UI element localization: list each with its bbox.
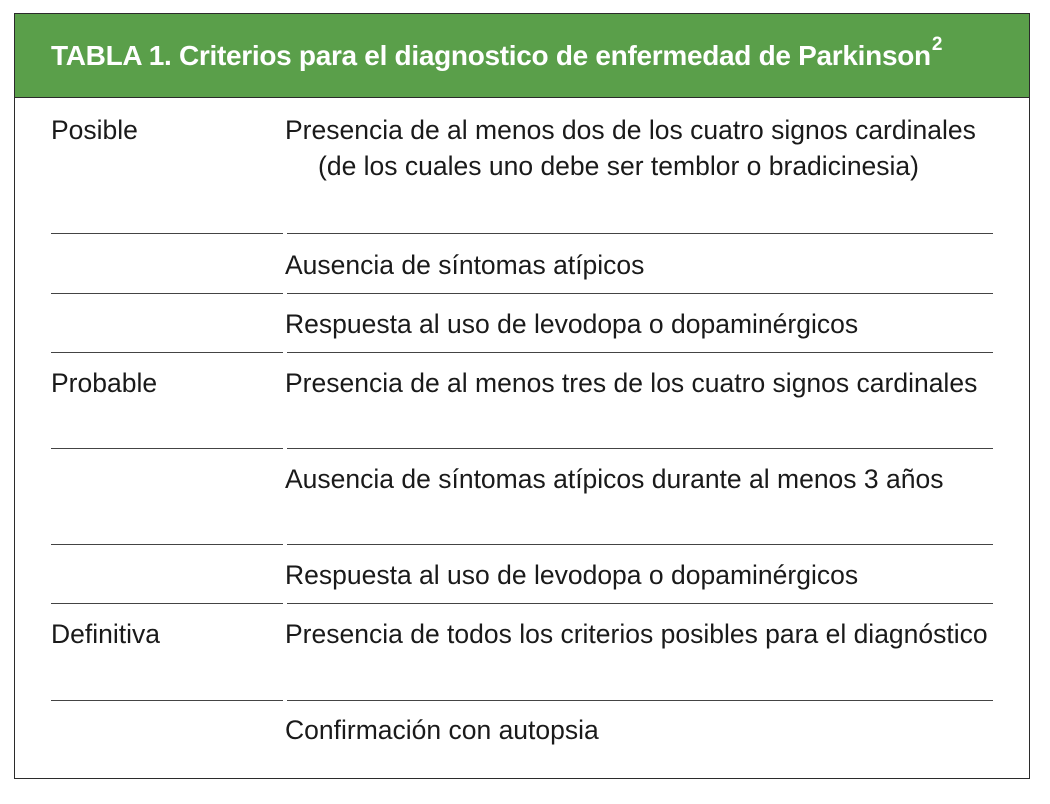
row-divider (287, 700, 993, 701)
row-divider (51, 233, 283, 234)
table-row (15, 616, 1029, 652)
criteria-table (14, 13, 1030, 779)
row-text: Presencia de al menos tres de los cuatro signos cardinales (285, 368, 978, 398)
table-row (15, 247, 1029, 283)
row-divider (287, 233, 993, 234)
row-divider (51, 293, 283, 294)
table-row (15, 557, 1029, 593)
row-label (15, 306, 285, 342)
row-label: Probable (51, 368, 158, 398)
row-label (15, 461, 285, 497)
row-label: Posible (51, 115, 138, 145)
row-label (15, 247, 285, 283)
row-label: Definitiva (51, 619, 160, 649)
table-row (15, 712, 1029, 748)
row-divider (287, 603, 993, 604)
table-row (15, 461, 1029, 497)
row-divider (51, 352, 283, 353)
row-text: Respuesta al uso de levodopa o dopaminérgicos (285, 560, 859, 590)
table-header (15, 14, 1029, 98)
row-label (15, 712, 285, 748)
row-label (15, 557, 285, 593)
row-divider (51, 544, 283, 545)
table-title: TABLA 1. Criterios para el diagnostico de enfermedad de Parkinson (51, 39, 931, 71)
row-text: Ausencia de síntomas atípicos (285, 250, 645, 280)
row-text: Confirmación con autopsia (285, 715, 599, 745)
row-divider (287, 293, 993, 294)
row-text: Presencia de al menos dos de los cuatro signos cardinales (de los cuales uno debe ser temblor o bradicinesia) (285, 115, 976, 181)
row-divider (51, 603, 283, 604)
row-divider (287, 352, 993, 353)
row-divider (287, 448, 993, 449)
row-text: Presencia de todos los criterios posibles para el diagnóstico (285, 619, 988, 649)
table-title-superscript: 2 (931, 33, 943, 55)
row-divider (287, 544, 993, 545)
row-text: Respuesta al uso de levodopa o dopaminérgicos (285, 309, 859, 339)
table-row (15, 365, 1029, 401)
table-row (15, 306, 1029, 342)
row-divider (51, 448, 283, 449)
row-text: Ausencia de síntomas atípicos durante al menos 3 años (285, 464, 944, 494)
table-row (15, 112, 1029, 184)
row-divider (51, 700, 283, 701)
